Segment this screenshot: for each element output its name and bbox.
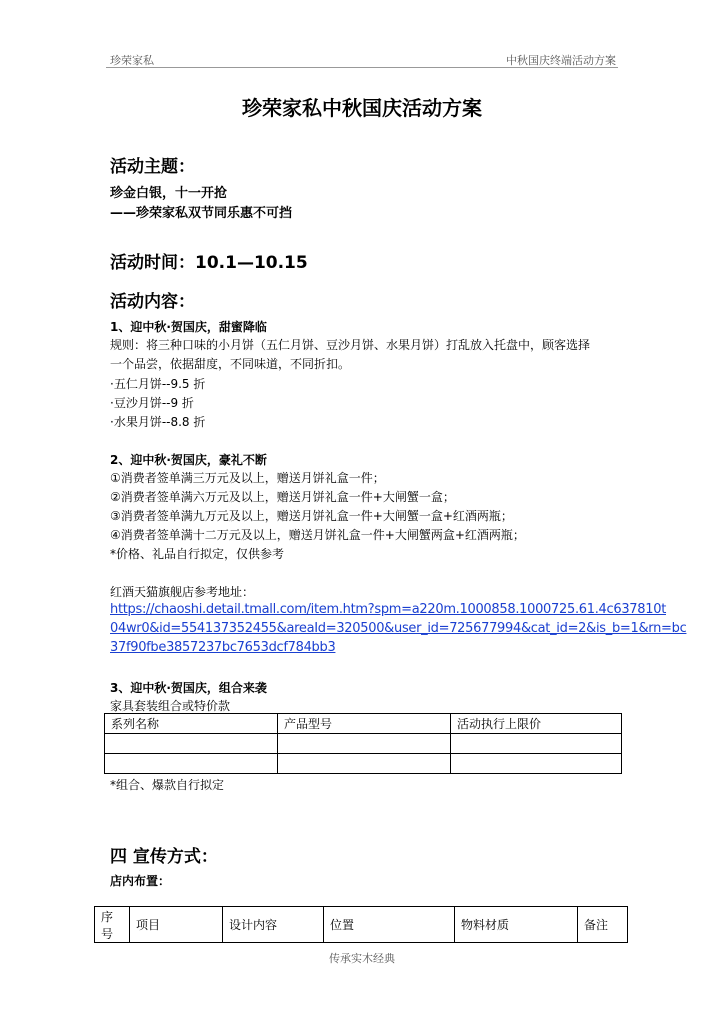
theme-line-2: ——珍荣家私双节同乐惠不可挡	[110, 206, 293, 221]
reference-link-line-2[interactable]: 04wr0&id=554137352455&areaId=320500&user_id=725677994&cat_id=2&is_b=1&rn=bc	[110, 621, 687, 636]
section-1-rule-line-1: 规则：将三种口味的小月饼（五仁月饼、豆沙月饼、水果月饼）打乱放入托盘中，顾客选择	[110, 338, 591, 352]
table-header-material: 物料材质	[455, 907, 578, 943]
header-doc-title: 中秋国庆终端活动方案	[506, 54, 616, 67]
section-1-title: 1、迎中秋·贺国庆，甜蜜降临	[110, 320, 267, 334]
footer-slogan: 传承实木经典	[329, 952, 395, 965]
table-row	[105, 734, 622, 754]
gift-item: ③消费者签单满九万元及以上，赠送月饼礼盒一件+大闸蟹一盒+红酒两瓶；	[110, 509, 513, 523]
section-1-rule-line-2: 一个品尝，依据甜度，不同味道，不同折扣。	[110, 357, 351, 371]
header-divider	[106, 67, 618, 68]
gift-item: ②消费者签单满六万元及以上，赠送月饼礼盒一件+大闸蟹一盒；	[110, 490, 455, 504]
discount-item: ·豆沙月饼--9 折	[110, 396, 194, 410]
discount-item: ·五仁月饼--9.5 折	[110, 377, 206, 391]
document-title: 珍荣家私中秋国庆活动方案	[242, 96, 482, 120]
reference-link-line-1[interactable]: https://chaoshi.detail.tmall.com/item.htm?spm=a220m.1000858.1000725.61.4c637810t	[110, 602, 666, 617]
gift-item: ④消费者签单满十二万元及以上，赠送月饼礼盒一件+大闸蟹两盒+红酒两瓶；	[110, 528, 525, 542]
reference-link-line-3[interactable]: 37f90fbe3857237bc7653dcf784bb3	[110, 640, 336, 655]
gift-item: ①消费者签单满三万元及以上，赠送月饼礼盒一件；	[110, 471, 385, 485]
table-header-series: 系列名称	[105, 714, 278, 734]
reference-label: 红酒天猫旗舰店参考地址：	[110, 585, 255, 599]
table-header-remark: 备注	[578, 907, 628, 943]
table-header-model: 产品型号	[278, 714, 451, 734]
time-heading: 活动时间：10.1—10.15	[110, 253, 308, 273]
table-row	[105, 754, 622, 774]
section-3-note: *组合、爆款自行拟定	[110, 778, 225, 792]
promo-heading: 四 宣传方式：	[110, 847, 218, 867]
theme-heading: 活动主题：	[110, 157, 195, 177]
table-header-item: 项目	[130, 907, 223, 943]
section-3-title: 3、迎中秋·贺国庆，组合来袭	[110, 681, 267, 695]
combo-table	[104, 713, 622, 774]
promo-subheading: 店内布置：	[110, 874, 171, 888]
table-header-position: 位置	[324, 907, 455, 943]
promo-table	[94, 906, 628, 943]
section-2-note: *价格、礼品自行拟定，仅供参考	[110, 547, 285, 561]
theme-line-1: 珍金白银，十一开抢	[110, 186, 228, 201]
discount-item: ·水果月饼--8.8 折	[110, 415, 206, 429]
header-brand: 珍荣家私	[110, 54, 154, 67]
content-heading: 活动内容：	[110, 292, 195, 312]
section-2-title: 2、迎中秋·贺国庆，豪礼不断	[110, 453, 267, 467]
table-header-design: 设计内容	[223, 907, 324, 943]
section-3-subtitle: 家具套装组合或特价款	[110, 699, 231, 713]
table-header-index: 序号	[95, 907, 130, 943]
table-header-price: 活动执行上限价	[451, 714, 622, 734]
